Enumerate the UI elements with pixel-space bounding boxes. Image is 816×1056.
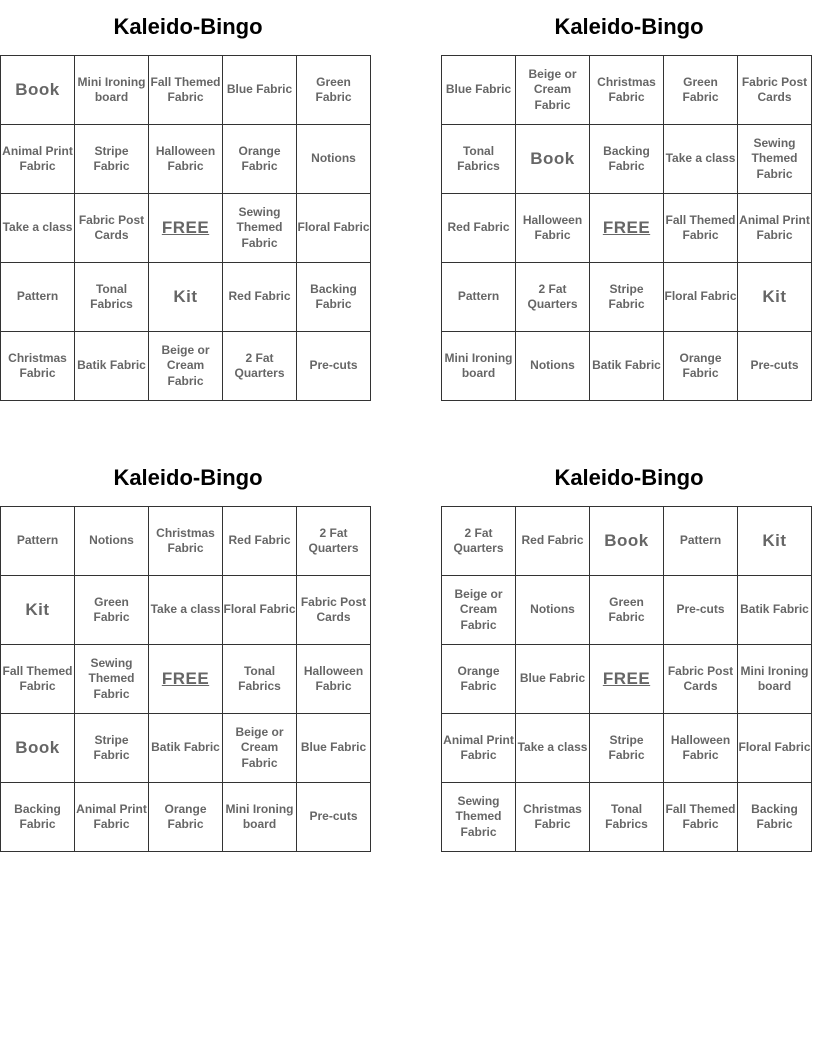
bingo-cell: Backing Fabric: [738, 783, 812, 852]
bingo-cell: Fall Themed Fabric: [664, 783, 738, 852]
bingo-cell: Green Fabric: [75, 576, 149, 645]
bingo-cell: Christmas Fabric: [149, 507, 223, 576]
grid-row: [442, 125, 812, 194]
bingo-cell: Beige or Cream Fabric: [149, 332, 223, 401]
bingo-cell: Floral Fabric: [297, 194, 371, 263]
bingo-cell: Mini Ironing board: [442, 332, 516, 401]
bingo-cell: Fall Themed Fabric: [149, 56, 223, 125]
bingo-cell: Stripe Fabric: [590, 714, 664, 783]
bingo-cell: 2 Fat Quarters: [516, 263, 590, 332]
grid-row: [1, 714, 371, 783]
bingo-cell: Pattern: [1, 507, 75, 576]
bingo-cell: Stripe Fabric: [75, 125, 149, 194]
bingo-grid: [441, 506, 812, 852]
bingo-cell: Book: [1, 56, 75, 125]
bingo-cell: Stripe Fabric: [75, 714, 149, 783]
grid-row: [1, 783, 371, 852]
bingo-cell: Red Fabric: [516, 507, 590, 576]
grid-row: [442, 507, 812, 576]
bingo-grid: [0, 506, 371, 852]
bingo-cell: Take a class: [516, 714, 590, 783]
bingo-cell: Christmas Fabric: [516, 783, 590, 852]
bingo-cell: Animal Print Fabric: [442, 714, 516, 783]
grid-row: [442, 332, 812, 401]
bingo-cell: Floral Fabric: [738, 714, 812, 783]
grid-row: [442, 714, 812, 783]
bingo-cell: Take a class: [149, 576, 223, 645]
bingo-cell: 2 Fat Quarters: [442, 507, 516, 576]
bingo-cell: Fabric Post Cards: [664, 645, 738, 714]
grid-row: [1, 125, 371, 194]
bingo-cell: Fabric Post Cards: [75, 194, 149, 263]
bingo-cell: Tonal Fabrics: [223, 645, 297, 714]
grid-row: [442, 194, 812, 263]
bingo-cell: Sewing Themed Fabric: [442, 783, 516, 852]
bingo-cell: Sewing Themed Fabric: [223, 194, 297, 263]
bingo-cell: Batik Fabric: [590, 332, 664, 401]
bingo-cell: Animal Print Fabric: [738, 194, 812, 263]
bingo-cell: Blue Fabric: [297, 714, 371, 783]
bingo-cell: Red Fabric: [223, 507, 297, 576]
bingo-cell: Kit: [738, 263, 812, 332]
bingo-cell: Fabric Post Cards: [297, 576, 371, 645]
bingo-cell: Pre-cuts: [664, 576, 738, 645]
bingo-cell: Blue Fabric: [442, 56, 516, 125]
bingo-cell: Orange Fabric: [442, 645, 516, 714]
bingo-cell: Pattern: [664, 507, 738, 576]
bingo-cell: Pattern: [442, 263, 516, 332]
bingo-cell: Stripe Fabric: [590, 263, 664, 332]
bingo-cell: Beige or Cream Fabric: [223, 714, 297, 783]
bingo-cell: Kit: [738, 507, 812, 576]
bingo-cell: Batik Fabric: [149, 714, 223, 783]
bingo-cell: Halloween Fabric: [664, 714, 738, 783]
bingo-cell: Mini Ironing board: [223, 783, 297, 852]
card-title: Kaleido-Bingo: [113, 465, 263, 490]
grid-row: [442, 263, 812, 332]
bingo-cell: Christmas Fabric: [590, 56, 664, 125]
grid-row: [1, 645, 371, 714]
bingo-cell: Backing Fabric: [1, 783, 75, 852]
bingo-cell: Book: [1, 714, 75, 783]
bingo-cell: Tonal Fabrics: [75, 263, 149, 332]
bingo-cell: Orange Fabric: [149, 783, 223, 852]
bingo-cell: Halloween Fabric: [297, 645, 371, 714]
grid-row: [442, 576, 812, 645]
bingo-cell: Book: [590, 507, 664, 576]
bingo-cell: Mini Ironing board: [75, 56, 149, 125]
bingo-cell: Orange Fabric: [664, 332, 738, 401]
bingo-cell: Fall Themed Fabric: [1, 645, 75, 714]
bingo-cell: Tonal Fabrics: [590, 783, 664, 852]
bingo-cell: Green Fabric: [664, 56, 738, 125]
free-space: FREE: [590, 645, 664, 714]
bingo-cell: Blue Fabric: [223, 56, 297, 125]
bingo-cell: Beige or Cream Fabric: [442, 576, 516, 645]
free-space: FREE: [149, 194, 223, 263]
bingo-cell: Batik Fabric: [738, 576, 812, 645]
bingo-cell: Take a class: [1, 194, 75, 263]
bingo-cell: Animal Print Fabric: [1, 125, 75, 194]
bingo-cell: Pre-cuts: [738, 332, 812, 401]
bingo-cell: Floral Fabric: [223, 576, 297, 645]
grid-row: [442, 56, 812, 125]
bingo-cell: Sewing Themed Fabric: [738, 125, 812, 194]
bingo-cell: Red Fabric: [442, 194, 516, 263]
bingo-cell: Kit: [1, 576, 75, 645]
bingo-cell: Animal Print Fabric: [75, 783, 149, 852]
bingo-cell: Batik Fabric: [75, 332, 149, 401]
grid-row: [1, 263, 371, 332]
grid-row: [442, 645, 812, 714]
bingo-cell: Pre-cuts: [297, 783, 371, 852]
bingo-cell: Kit: [149, 263, 223, 332]
grid-row: [1, 576, 371, 645]
bingo-cell: Fabric Post Cards: [738, 56, 812, 125]
bingo-cell: Pre-cuts: [297, 332, 371, 401]
grid-row: [442, 783, 812, 852]
bingo-cell: Christmas Fabric: [1, 332, 75, 401]
bingo-cell: Halloween Fabric: [149, 125, 223, 194]
bingo-cell: Fall Themed Fabric: [664, 194, 738, 263]
bingo-cell: Green Fabric: [297, 56, 371, 125]
bingo-cell: Notions: [516, 576, 590, 645]
bingo-cell: Red Fabric: [223, 263, 297, 332]
bingo-cell: Orange Fabric: [223, 125, 297, 194]
bingo-cell: Green Fabric: [590, 576, 664, 645]
bingo-cell: Take a class: [664, 125, 738, 194]
bingo-cell: Halloween Fabric: [516, 194, 590, 263]
grid-row: [1, 507, 371, 576]
grid-row: [1, 332, 371, 401]
bingo-cell: Notions: [516, 332, 590, 401]
bingo-cell: 2 Fat Quarters: [223, 332, 297, 401]
grid-row: [1, 194, 371, 263]
free-space: FREE: [149, 645, 223, 714]
bingo-cell: Book: [516, 125, 590, 194]
bingo-cell: Notions: [75, 507, 149, 576]
grid-row: [1, 56, 371, 125]
bingo-cell: Floral Fabric: [664, 263, 738, 332]
bingo-cell: Sewing Themed Fabric: [75, 645, 149, 714]
card-title: Kaleido-Bingo: [554, 14, 704, 39]
card-title: Kaleido-Bingo: [554, 465, 704, 490]
free-space: FREE: [590, 194, 664, 263]
bingo-cell: 2 Fat Quarters: [297, 507, 371, 576]
bingo-cell: Beige or Cream Fabric: [516, 56, 590, 125]
bingo-grid: [0, 55, 371, 401]
card-title: Kaleido-Bingo: [113, 14, 263, 39]
bingo-grid: [441, 55, 812, 401]
bingo-cell: Mini Ironing board: [738, 645, 812, 714]
bingo-cell: Notions: [297, 125, 371, 194]
bingo-cell: Backing Fabric: [590, 125, 664, 194]
bingo-cell: Backing Fabric: [297, 263, 371, 332]
bingo-cell: Blue Fabric: [516, 645, 590, 714]
bingo-cell: Pattern: [1, 263, 75, 332]
bingo-cell: Tonal Fabrics: [442, 125, 516, 194]
